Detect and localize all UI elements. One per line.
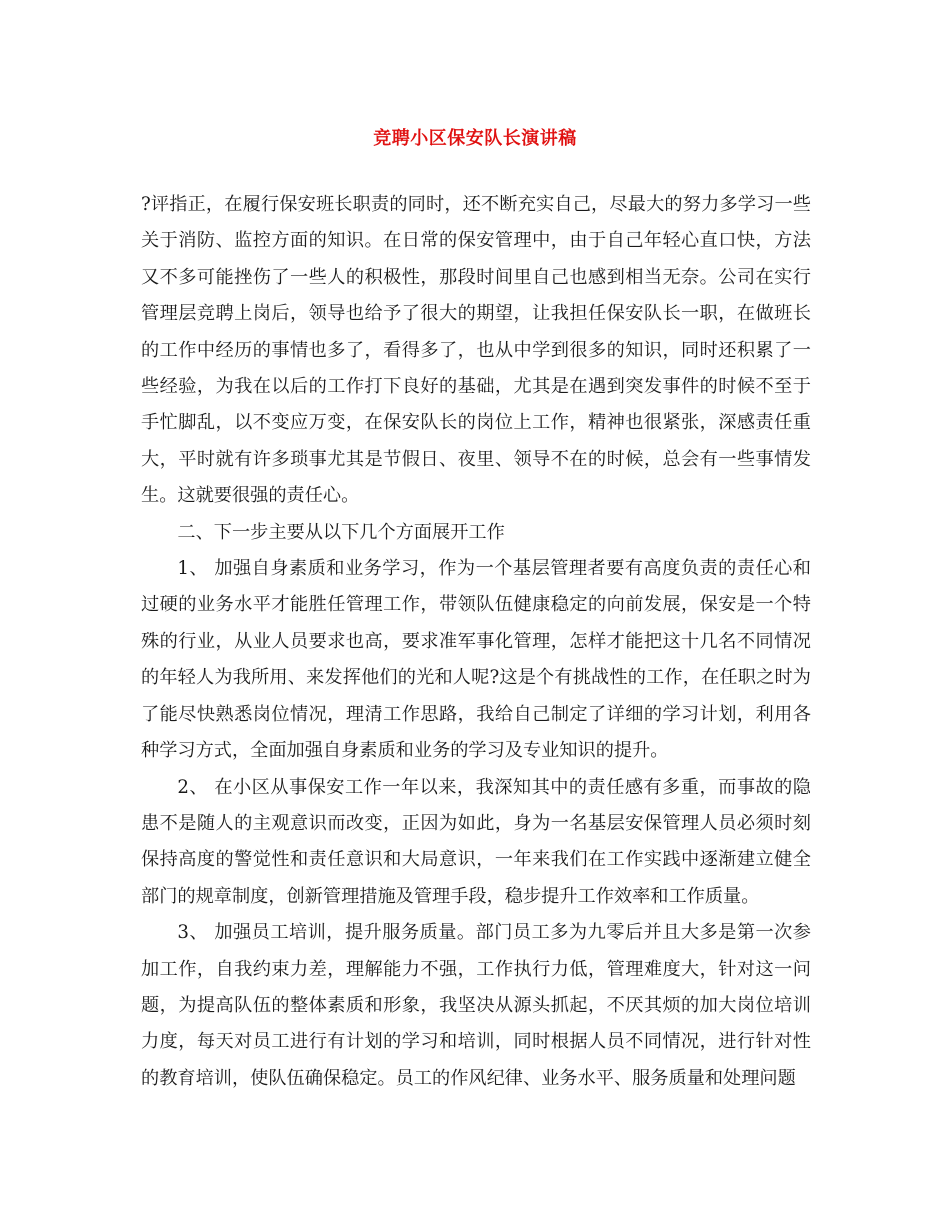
section-heading: 二、下一步主要从以下几个方面展开工作 [177,521,505,543]
document-body [141,187,811,1097]
document-title: 竞聘小区保安队长演讲稿 [373,128,577,149]
paragraph-item-2: 2、 在小区从事保安工作一年以来，我深知其中的责任感有多重，而事故的隐患不是随人的主观意识而改变，正因为如此，身为一名基层安保管理人员必须时刻保持高度的警觉性和责任意识和大局意识，一年来我们在工作实践中逐渐建立健全部门的规章制度，创新管理措施及管理手段，稳步提升工作效率和工作质量。 [141,776,811,907]
paragraph-continuation: ?评指正，在履行保安班长职责的同时，还不断充实自己，尽最大的努力多学习一些关于消防、监控方面的知识。在日常的保安管理中，由于自己年轻心直口快，方法又不多可能挫伤了一些人的积极性，那段时间里自己也感到相当无奈。公司在实行管理层竞聘上岗后，领导也给予了很大的期望，让我担任保安队长一职，在做班长的工作中经历的事情也多了，看得多了，也从中学到很多的知识，同时还积累了一些经验，为我在以后的工作打下良好的基础，尤其是在遇到突发事件的时候不至于手忙脚乱，以不变应万变，在保安队长的岗位上工作，精神也很紧张，深感责任重大，平时就有许多琐事尤其是节假日、夜里、领导不在的时候，总会有一些事情发生。这就要很强的责任心。 [141,194,811,507]
paragraph-item-3: 3、 加强员工培训，提升服务质量。部门员工多为九零后并且大多是第一次参加工作，自我约束力差，理解能力不强，工作执行力低，管理难度大，针对这一问题，为提高队伍的整体素质和形象，我坚决从源头抓起，不厌其烦的加大岗位培训力度，每天对员工进行有计划的学习和培训，同时根据人员不同情况，进行针对性的教育培训，使队伍确保稳定。员工的作风纪律、业务水平、服务质量和处理问题 [141,922,811,1089]
paragraph-item-1: 1、 加强自身素质和业务学习，作为一个基层管理者要有高度负责的责任心和过硬的业务水平才能胜任管理工作，带领队伍健康稳定的向前发展，保安是一个特殊的行业，从业人员要求也高，要求准军事化管理，怎样才能把这十几名不同情况的年轻人为我所用、来发挥他们的光和人呢?这是个有挑战性的工作，在任职之时为了能尽快熟悉岗位情况，理清工作思路，我给自己制定了详细的学习计划，利用各种学习方式，全面加强自身素质和业务的学习及专业知识的提升。 [141,558,811,762]
